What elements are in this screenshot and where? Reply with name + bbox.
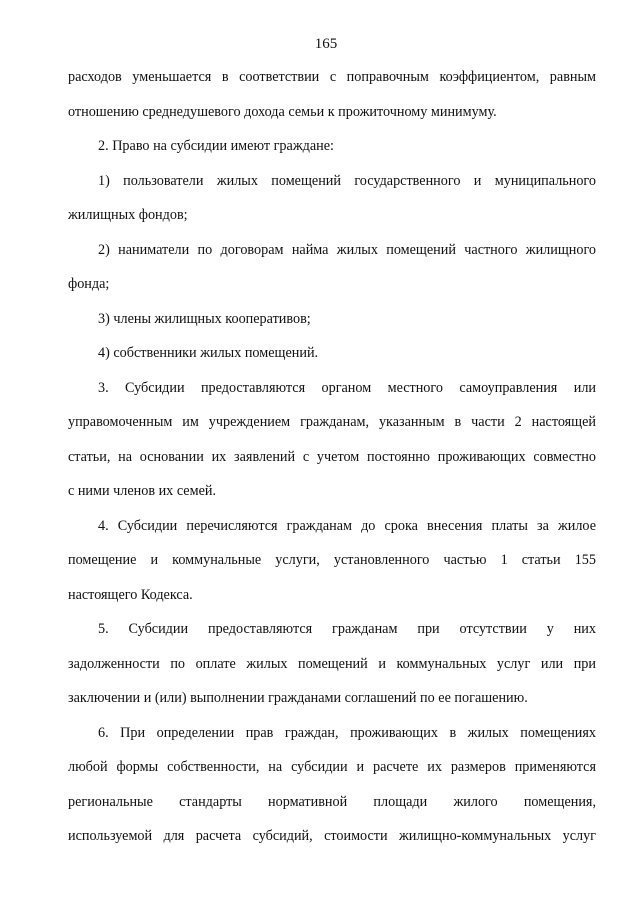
text-line: 2) наниматели по договорам найма жилых помещений частного жилищного	[98, 241, 596, 258]
text-line: 3) члены жилищных кооперативов;	[98, 310, 311, 327]
text-line: с ними членов их семей.	[68, 483, 217, 499]
text-line: помещение и коммунальные услуги, установленного частью 1 статьи 155	[68, 552, 596, 568]
text-line: 6. При определении прав граждан, проживающих в жилых помещениях	[98, 724, 596, 741]
text-line: 3. Субсидии предоставляются органом местного самоуправления или	[98, 379, 596, 396]
text-line: любой формы собственности, на субсидии и расчете их размеров применяются	[68, 759, 596, 775]
text-line: 4) собственники жилых помещений.	[98, 345, 319, 361]
text-line: 2. Право на субсидии имеют граждане:	[98, 138, 334, 154]
text-line: 4. Субсидии перечисляются гражданам до срока внесения платы за жилое	[98, 517, 596, 534]
document-body	[68, 60, 596, 854]
text-line: управомоченным им учреждением гражданам, указанным в части 2 настоящей	[68, 414, 596, 430]
text-line: настоящего Кодекса.	[68, 586, 193, 603]
text-line: региональные стандарты нормативной площади жилого помещения,	[68, 793, 596, 810]
text-line: 1) пользователи жилых помещений государственного и муниципального	[98, 172, 596, 189]
text-line: статьи, на основании их заявлений с учетом постоянно проживающих совместно	[68, 448, 596, 465]
text-line: фонда;	[68, 276, 110, 292]
text-line: заключении и (или) выполнении гражданами соглашений по ее погашению.	[68, 690, 528, 706]
text-line: 5. Субсидии предоставляются гражданам при отсутствии у них	[98, 621, 596, 637]
text-line: расходов уменьшается в соответствии с поправочным коэффициентом, равным	[68, 69, 596, 85]
page-number: 165	[314, 36, 338, 52]
text-line: отношению среднедушевого дохода семьи к прожиточному минимуму.	[68, 103, 497, 120]
text-line: используемой для расчета субсидий, стоимости жилищно-коммунальных услуг	[68, 828, 596, 844]
text-line: жилищных фондов;	[68, 207, 188, 223]
text-line: задолженности по оплате жилых помещений и коммунальных услуг или при	[68, 655, 596, 672]
